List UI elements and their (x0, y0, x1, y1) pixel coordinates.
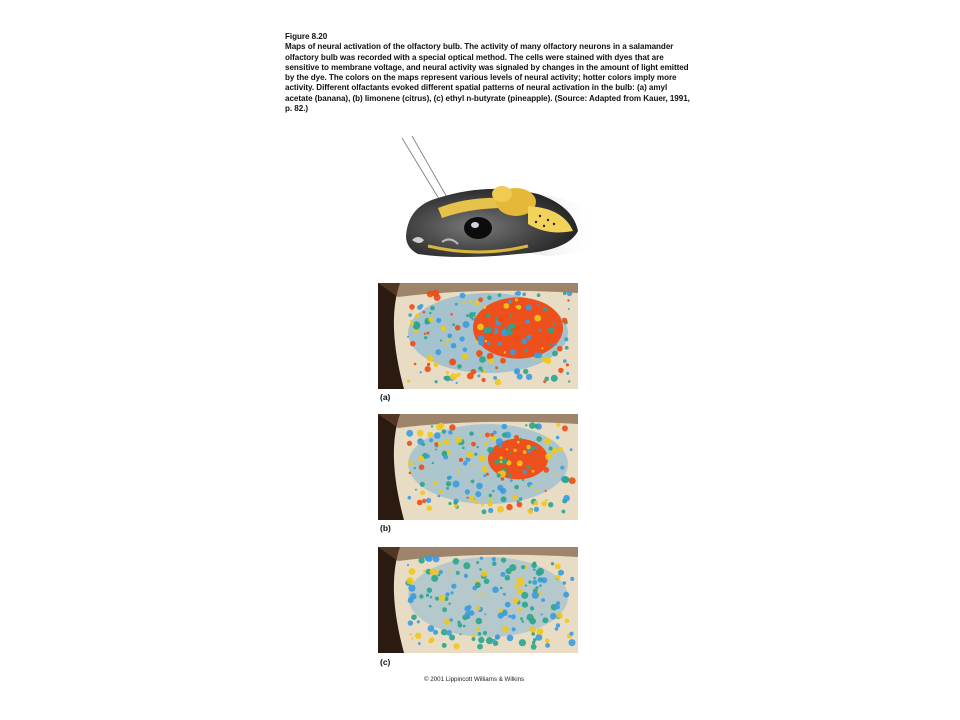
panel-label-c: (c) (380, 657, 391, 667)
activation-map-a-image (378, 283, 578, 389)
activation-map-c (378, 547, 578, 653)
activation-map-c-image (378, 547, 578, 653)
figure-caption (285, 32, 690, 114)
activation-map-b (378, 414, 578, 520)
copyright-notice: © 2001 Lippincott Williams & Wilkins (424, 676, 525, 683)
activation-map-b-image (378, 414, 578, 520)
panel-label-a: (a) (380, 392, 391, 402)
panel-label-b: (b) (380, 523, 391, 533)
activation-map-a (378, 283, 578, 389)
figure-number: Figure 8.20 (285, 32, 328, 41)
caption-text: Maps of neural activation of the olfactory bulb. The activity of many olfactory neurons in a salamander olfactory bulb was recorded with a special optical method. The cells were stained with dyes that are sensitive to membrane voltage, and neural activity was signaled by changes in the amount of light emitted by the dye. The colors on the maps represent various levels of neural activity; hotter colors imply more activity. Different olfactants evoked different spatial patterns of neural activation in the bulb: (a) amyl acetate (banana), (b) limonene (citrus), (c) ethyl n-butyrate (pineapple). (Source: Adapted from Kauer, 1991, p. 82.) (285, 42, 690, 114)
salamander-head-illustration (398, 136, 608, 266)
